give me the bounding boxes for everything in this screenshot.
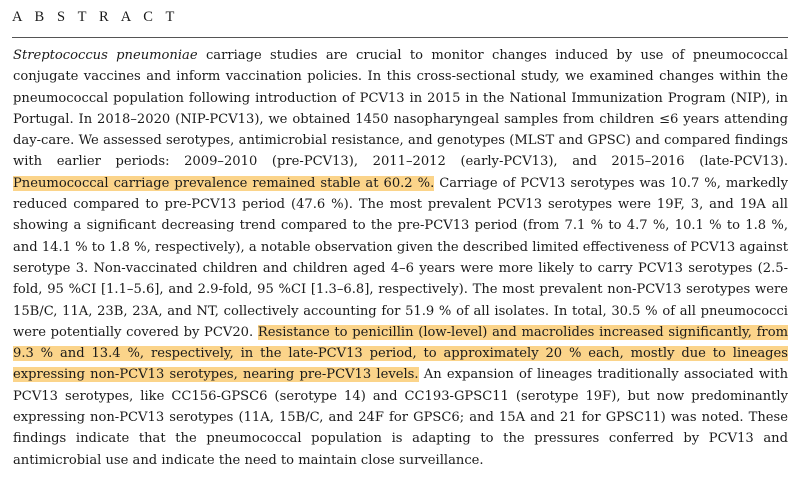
highlighted-sentence-prevalence: Pneumococcal carriage prevalence remained stable at 60.2 %. bbox=[13, 175, 435, 191]
abstract-body bbox=[13, 45, 788, 471]
highlighted-sentence-resistance: Resistance to penicillin (low-level) and macrolides increased significantly, from 9.3 % and 13.4 %, respectively, in the late-PCV13 period, to approximately 20 % each, mostly due to lineages expressing non-PCV13 serotypes, nearing pre-PCV13 levels. bbox=[13, 324, 788, 383]
section-heading: A B S T R A C T bbox=[12, 9, 179, 25]
abstract-text-part-3: An expansion of lineages traditionally associated with PCV13 serotypes, like CC156-GPSC6 (serotype 14) and CC193-GPSC11 (serotype 19F), but now predominantly expressing non-PCV13 serotypes (11A, 15B/C, and 24F for GPSC6; and 15A and 21 for GPSC11) was noted. These findings indicate that the pneumococcal population is adapting to the pressures conferred by PCV13 and antimicrobial use and indicate the need to maintain close surveillance. bbox=[13, 367, 788, 468]
heading-divider bbox=[12, 37, 788, 38]
abstract-text-part-2: Carriage of PCV13 serotypes was 10.7 %, markedly reduced compared to pre-PCV13 period (47.6 %). The most prevalent PCV13 serotypes were 19F, 3, and 19A all showing a significant decreasing trend compared to the pre-PCV13 period (from 7.1 % to 4.7 %, 10.1 % to 1.8 %, and 14.1 % to 1.8 %, respectively), a notable observation given the described limited effectiveness of PCV13 against serotype 3. Non-vaccinated children and children aged 4–6 years were more likely to carry PCV13 serotypes (2.5-fold, 95 %CI [1.1–5.6], and 2.9-fold, 95 %CI [1.3–6.8], respectively). The most prevalent non-PCV13 serotypes were 15B/C, 11A, 23B, 23A, and NT, collectively accounting for 51.9 % of all isolates. In total, 30.5 % of all pneumococci were potentially covered by PCV20. bbox=[13, 175, 788, 340]
abstract-text-part-1: carriage studies are crucial to monitor changes induced by use of pneumococcal conjugate vaccines and inform vaccination policies. In this cross-sectional study, we examined changes within the pneumococcal population following introduction of PCV13 in 2015 in the National Immunization Program (NIP), in Portugal. In 2018–2020 (NIP-PCV13), we obtained 1450 nasopharyngeal samples from children ≤6 years attending day-care. We assessed serotypes, antimicrobial resistance, and genotypes (MLST and GPSC) and compared findings with earlier periods: 2009–2010 (pre-PCV13), 2011–2012 (early-PCV13), and 2015–2016 (late-PCV13). bbox=[13, 48, 788, 170]
species-name: Streptococcus pneumoniae bbox=[13, 48, 198, 63]
